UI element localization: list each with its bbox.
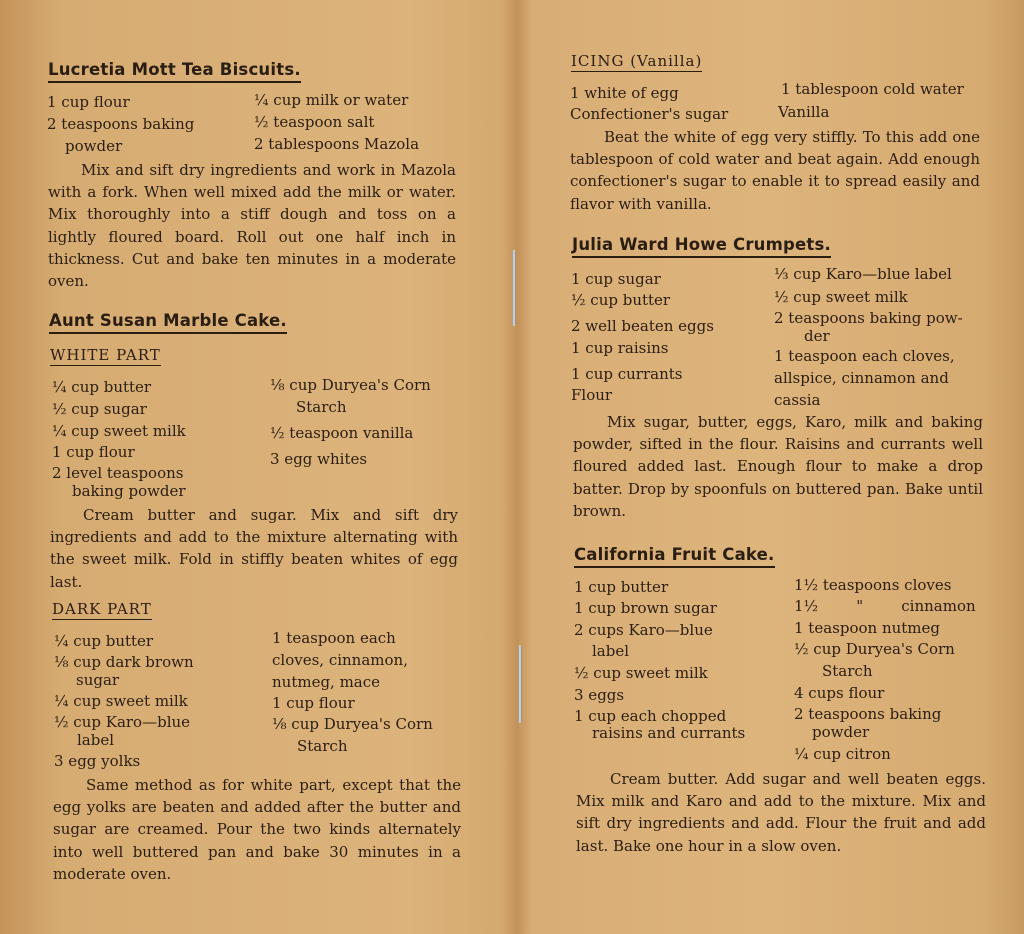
dark-part-ingredient: ⅛ cup Duryea's Corn	[272, 715, 433, 733]
marble-cake-title: Aunt Susan Marble Cake.	[49, 311, 287, 334]
fruit-cake-ingredient: label	[592, 642, 630, 660]
dark-part-heading: DARK PART	[52, 600, 152, 618]
crumpets-ingredient: 2 well beaten eggs	[571, 317, 714, 335]
white-part-ingredient: Starch	[296, 398, 347, 416]
crumpets-ingredient: 1 cup currants	[571, 365, 683, 383]
white-part-ingredient: ½ cup sugar	[52, 400, 147, 418]
fruit-cake-ingredient: 1½ teaspoons cloves	[794, 576, 952, 594]
dark-part-ingredient: ¼ cup butter	[54, 632, 154, 650]
icing-ingredient: Vanilla	[778, 103, 830, 121]
tea-biscuits-method: Mix and sift dry ingredients and work in Mazola with a fork. When well mixed add the milk or water. Mix thoroughly into a stiff dough and toss on a lightly floured board. Roll out one half inch in thickness. Cut and bake ten minutes in a moderate oven.	[48, 161, 456, 291]
fruit-cake-ingredient: ¼ cup citron	[794, 745, 891, 763]
dark-part-ingredient: ¼ cup sweet milk	[54, 692, 188, 710]
icing-method: Beat the white of egg very stiffly. To this add one tablespoon of cold water and beat again. Add enough confectioner's sugar to enable it to spread easily and flavor with vanilla.	[570, 128, 980, 213]
fruit-cake-ingredient: 1 cup each chopped	[574, 707, 727, 725]
crumpets-ingredient: cassia	[774, 391, 821, 409]
white-part-ingredient: ¼ cup butter	[52, 378, 152, 396]
crumpets-ingredient: 2 teaspoons baking pow-	[774, 309, 963, 327]
dark-part-ingredient: label	[77, 731, 115, 749]
dark-part-ingredient: cloves, cinnamon,	[272, 651, 408, 669]
dark-part-ingredient: 1 cup flour	[272, 694, 355, 712]
fruit-cake-ingredient: 2 teaspoons baking	[794, 705, 942, 723]
crumpets-ingredient: allspice, cinnamon and	[774, 369, 949, 387]
fruit-cake-ingredient: ½ cup sweet milk	[574, 664, 708, 682]
dark-part-ingredient: 1 teaspoon each	[272, 629, 396, 647]
crumpets-ingredient: ⅓ cup Karo—blue label	[774, 265, 952, 283]
dark-part-ingredient: sugar	[76, 671, 120, 689]
tea-biscuits-ingredient: ½ teaspoon salt	[254, 113, 375, 131]
fruit-cake-ingredient: 1 cup butter	[574, 578, 669, 596]
fruit-cake-ingredient: raisins and currants	[592, 724, 746, 742]
icing-ingredient: Confectioner's sugar	[570, 105, 729, 123]
white-part-ingredient: ⅛ cup Duryea's Corn	[270, 376, 431, 394]
fruit-cake-title: California Fruit Cake.	[574, 545, 775, 568]
right-page	[516, 0, 1024, 934]
tea-biscuits-title: Lucretia Mott Tea Biscuits.	[48, 60, 301, 83]
white-part-ingredient: 1 cup flour	[52, 443, 135, 461]
crumpets-ingredient: ½ cup butter	[571, 291, 671, 309]
fruit-cake-ingredient: 1 cup brown sugar	[574, 599, 717, 617]
tea-biscuits-ingredient: 2 tablespoons Mazola	[254, 135, 420, 153]
crumpets-ingredient: 1 teaspoon each cloves,	[774, 347, 955, 365]
dark-part-ingredient: Starch	[297, 737, 348, 755]
left-page	[0, 0, 510, 934]
fruit-cake-ingredient: 1 teaspoon nutmeg	[794, 619, 941, 637]
icing-title: ICING (Vanilla)	[571, 52, 703, 70]
tea-biscuits-ingredient: powder	[65, 137, 123, 155]
white-part-ingredient: baking powder	[72, 482, 186, 500]
dark-part-ingredient: 3 egg yolks	[54, 752, 141, 770]
crumpets-ingredient: 1 cup raisins	[571, 339, 669, 357]
icing-ingredient: 1 white of egg	[570, 84, 679, 102]
crumpets-ingredient: Flour	[571, 386, 613, 404]
crumpets-method: Mix sugar, butter, eggs, Karo, milk and baking powder, sifted in the flour. Raisins and currants well floured added last. Enough flour to make a drop batter. Drop by spoonfuls on buttered pan. Bake until brown.	[573, 413, 983, 520]
fruit-cake-ingredient: 2 cups Karo—blue	[574, 621, 713, 639]
fruit-cake-ingredient: 3 eggs	[574, 686, 625, 704]
fruit-cake-ingredient: powder	[812, 723, 870, 741]
tea-biscuits-ingredient: 2 teaspoons baking	[47, 115, 195, 133]
crumpets-ingredient: der	[804, 327, 830, 345]
white-part-method: Cream butter and sugar. Mix and sift dry ingredients and add to the mixture alternating with the sweet milk. Fold in stiffly beaten whites of egg last.	[50, 506, 458, 591]
fruit-cake-ingredient: 4 cups flour	[794, 684, 885, 702]
tea-biscuits-ingredient: 1 cup flour	[47, 93, 130, 111]
tea-biscuits-ingredient: ¼ cup milk or water	[254, 91, 409, 109]
crumpets-title: Julia Ward Howe Crumpets.	[572, 235, 831, 258]
dark-part-ingredient: ⅛ cup dark brown	[54, 653, 194, 671]
white-part-ingredient: ¼ cup sweet milk	[52, 422, 186, 440]
fruit-cake-ingredient: 1½ " cinnamon	[794, 597, 976, 615]
crumpets-ingredient: 1 cup sugar	[571, 270, 661, 288]
dark-part-ingredient: nutmeg, mace	[272, 673, 381, 691]
fruit-cake-method: Cream butter. Add sugar and well beaten eggs. Mix milk and Karo and add to the mixture. Mix and sift dry ingredients and add. Flour the fruit and add last. Bake one hour in a slow oven.	[576, 770, 986, 855]
white-part-heading: WHITE PART	[50, 346, 161, 364]
dark-part-ingredient: ½ cup Karo—blue	[54, 713, 191, 731]
white-part-ingredient: 2 level teaspoons	[52, 464, 184, 482]
crumpets-ingredient: ½ cup sweet milk	[774, 288, 908, 306]
fruit-cake-ingredient: ½ cup Duryea's Corn	[794, 640, 955, 658]
fruit-cake-ingredient: Starch	[822, 662, 873, 680]
dark-part-method: Same method as for white part, except that the egg yolks are beaten and added after the butter and sugar are creamed. Pour the two kinds alternately into well buttered pan and bake 30 minutes in a moderate oven.	[53, 776, 461, 883]
white-part-ingredient: ½ teaspoon vanilla	[270, 424, 414, 442]
icing-ingredient: 1 tablespoon cold water	[781, 80, 964, 98]
white-part-ingredient: 3 egg whites	[270, 450, 368, 468]
